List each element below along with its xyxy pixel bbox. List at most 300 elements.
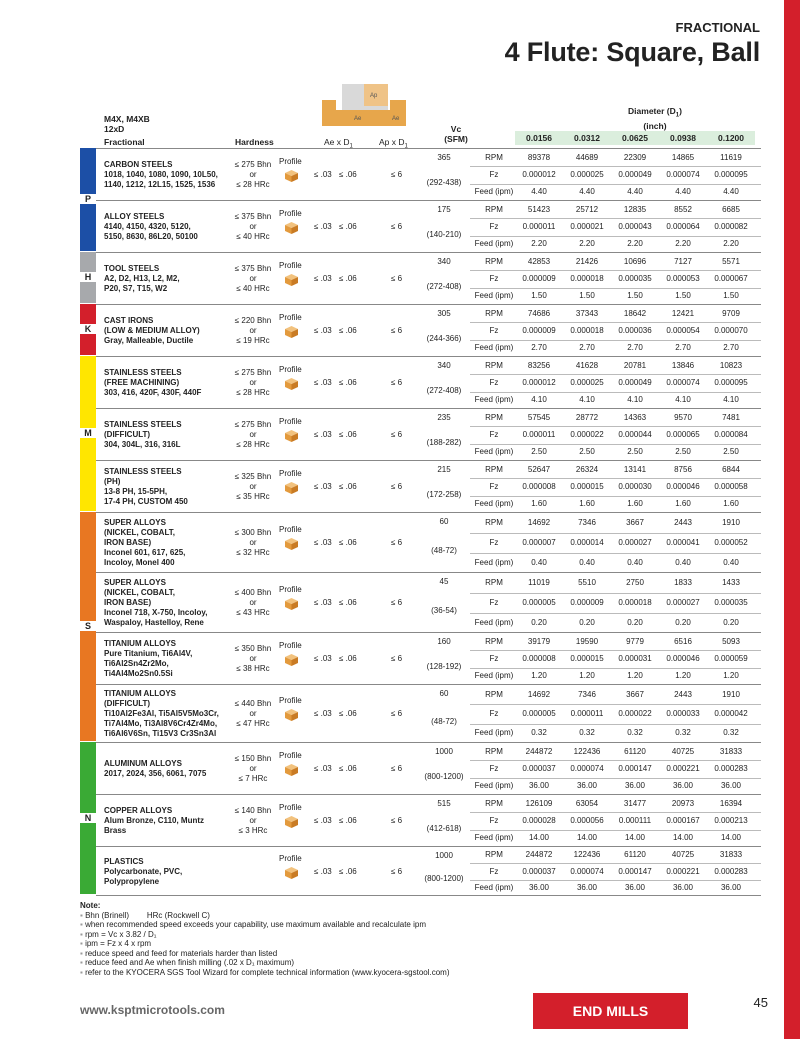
ap-value: ≤ 6 <box>391 482 403 491</box>
ae-value: ≤ .03 <box>314 867 332 876</box>
ae-value: ≤ .03 <box>314 222 332 231</box>
ae-depth-value: ≤ .06 <box>339 538 357 547</box>
fz-value: 0.000053 <box>666 274 700 283</box>
rpm-value: 42853 <box>527 257 551 266</box>
feed-ipm-value: 0.20 <box>531 618 547 627</box>
rpm-value: 5571 <box>722 257 740 266</box>
material-line: 1140, 1212, 12L15, 1525, 1536 <box>104 180 216 189</box>
diameter-header-cell: 0.0938 <box>659 131 707 145</box>
svg-text:Ae: Ae <box>392 116 400 122</box>
website-link[interactable]: www.ksptmicrotools.com <box>80 1003 225 1017</box>
rpm-value: 10696 <box>623 257 647 266</box>
fz-value: 0.000015 <box>570 654 604 663</box>
fz-value: 0.000167 <box>666 816 700 825</box>
ae-depth-value: ≤ .06 <box>339 378 357 387</box>
feed-ipm-value: 4.40 <box>531 187 547 196</box>
note-item <box>80 968 450 978</box>
feed-ipm-label: Feed (ipm) <box>474 187 514 196</box>
hardness-line: ≤ 350 Bhn <box>234 644 272 653</box>
sub-row-divider <box>470 184 761 186</box>
tool-line-1: M4X, M4XB <box>104 114 150 124</box>
vc-header: Vc (SFM) <box>444 124 468 144</box>
hardness-line: ≤ 140 Bhn <box>234 806 272 815</box>
fz-value: 0.000012 <box>522 170 556 179</box>
note-item <box>80 949 450 959</box>
sub-row-divider <box>470 863 761 865</box>
feed-ipm-label: Feed (ipm) <box>474 833 514 842</box>
ae-depth-value: ≤ .06 <box>339 867 357 876</box>
profile-label: Profile <box>279 696 302 705</box>
sub-row-divider <box>470 704 761 706</box>
vc-value: 1000 <box>435 851 453 860</box>
fz-value: 0.000037 <box>522 764 556 773</box>
feed-ipm-value: 0.20 <box>675 618 691 627</box>
fz-value: 0.000111 <box>618 816 652 825</box>
ae-value: ≤ .03 <box>314 816 332 825</box>
rpm-label: RPM <box>485 153 503 162</box>
hardness-line: or <box>249 274 257 283</box>
fz-value: 0.000044 <box>618 430 652 439</box>
feed-ipm-label: Feed (ipm) <box>474 447 514 456</box>
fz-value: 0.000014 <box>570 538 604 547</box>
ae-value: ≤ .03 <box>314 378 332 387</box>
rpm-value: 244872 <box>525 747 553 756</box>
bullet-icon: ▪ <box>80 948 86 958</box>
feed-ipm-value: 36.00 <box>624 781 646 790</box>
hardness-value <box>230 264 276 294</box>
feed-ipm-value: 14.00 <box>528 833 550 842</box>
hardness-line: or <box>249 482 257 491</box>
profile-label: Profile <box>279 641 302 650</box>
material-line: Ti6Al2Sn4Zr2Mo, <box>104 659 169 668</box>
fz-label: Fz <box>489 764 499 773</box>
vc-value: 515 <box>437 799 451 808</box>
ae-depth-value: ≤ .06 <box>339 816 357 825</box>
material-name <box>104 368 201 398</box>
diameter-header: Diameter $(D_1)$ (inch) <box>628 106 682 131</box>
vc-range: (128-192) <box>426 662 462 671</box>
hardness-value <box>230 806 276 836</box>
sub-row-divider <box>470 218 761 220</box>
fz-value: 0.000030 <box>618 482 652 491</box>
fz-value: 0.000084 <box>714 430 748 439</box>
ap-value: ≤ 6 <box>391 598 403 607</box>
rpm-value: 2750 <box>626 578 644 587</box>
feed-ipm-value: 4.10 <box>723 395 739 404</box>
vc-value: 1000 <box>435 747 453 756</box>
fz-value: 0.000009 <box>570 598 604 607</box>
ae-header: Ae x $D_1$ <box>324 137 353 150</box>
feed-ipm-value: 2.50 <box>579 447 595 456</box>
rpm-value: 5093 <box>722 637 740 646</box>
fz-value: 0.000025 <box>570 378 604 387</box>
feed-ipm-value: 2.50 <box>723 447 739 456</box>
rpm-value: 19590 <box>575 637 599 646</box>
material-line: Pure Titanium, Ti6Al4V, <box>104 649 193 658</box>
feed-ipm-value: 2.20 <box>723 239 739 248</box>
material-line: Ti10Al2Fe3Al, Ti5Al5V5Mo3Cr, <box>104 709 219 718</box>
sub-row-divider <box>470 392 761 394</box>
material-name <box>104 467 188 507</box>
fz-label: Fz <box>489 274 499 283</box>
hardness-line: or <box>249 816 257 825</box>
material-row <box>96 632 761 685</box>
profile-cube-icon <box>285 170 298 182</box>
material-group-letter: P <box>80 194 96 204</box>
feed-ipm-value: 4.10 <box>627 395 643 404</box>
rpm-label: RPM <box>485 309 503 318</box>
feed-ipm-value: 14.00 <box>720 833 742 842</box>
material-line: Gray, Malleable, Ductile <box>104 336 194 345</box>
feed-ipm-value: 1.50 <box>675 291 691 300</box>
profile-label: Profile <box>279 209 302 218</box>
material-name <box>104 639 192 679</box>
feed-ipm-value: 2.20 <box>531 239 547 248</box>
material-line: Incoloy, Monel 400 <box>104 558 175 567</box>
feed-ipm-value: 0.32 <box>723 728 739 737</box>
rpm-value: 9709 <box>722 309 740 318</box>
rpm-label: RPM <box>485 850 503 859</box>
ae-value: ≤ .03 <box>314 482 332 491</box>
hardness-line: or <box>249 430 257 439</box>
fz-value: 0.000018 <box>570 326 604 335</box>
feed-ipm-label: Feed (ipm) <box>474 343 514 352</box>
feed-ipm-value: 1.20 <box>579 671 595 680</box>
bullet-icon: ▪ <box>80 967 86 977</box>
material-line: 13-8 PH, 15-5PH, <box>104 487 168 496</box>
material-group-letter: H <box>80 272 96 282</box>
fz-value: 0.000046 <box>666 482 700 491</box>
rpm-value: 52647 <box>527 465 551 474</box>
rpm-value: 122436 <box>573 850 601 859</box>
profile-cube-icon <box>285 709 298 721</box>
rpm-value: 12421 <box>671 309 695 318</box>
rpm-value: 26324 <box>575 465 599 474</box>
vc-value: 340 <box>437 361 451 370</box>
svg-text:Ap: Ap <box>370 93 378 99</box>
hardness-line: ≤ 28 HRc <box>236 388 270 397</box>
rpm-value: 12835 <box>623 205 647 214</box>
sub-row-divider <box>470 593 761 595</box>
vc-range: (48-72) <box>431 717 457 726</box>
rpm-label: RPM <box>485 361 503 370</box>
fz-value: 0.000005 <box>522 598 556 607</box>
feed-ipm-value: 0.40 <box>723 558 739 567</box>
fz-value: 0.000008 <box>522 654 556 663</box>
vc-value: 60 <box>439 689 449 698</box>
fz-value: 0.000011 <box>570 709 604 718</box>
vc-value: 305 <box>437 309 451 318</box>
ap-value: ≤ 6 <box>391 222 403 231</box>
rpm-label: RPM <box>485 690 503 699</box>
fz-value: 0.000070 <box>714 326 748 335</box>
fz-value: 0.000064 <box>666 222 700 231</box>
rpm-value: 44689 <box>575 153 599 162</box>
rpm-value: 40725 <box>671 850 695 859</box>
feed-ipm-value: 36.00 <box>576 883 598 892</box>
rpm-value: 39179 <box>527 637 551 646</box>
profile-label: Profile <box>279 261 302 270</box>
bullet-icon: ▪ <box>80 920 86 929</box>
material-line: Polycarbonate, PVC, <box>104 867 183 876</box>
feed-ipm-value: 2.70 <box>579 343 595 352</box>
hardness-line: ≤ 35 HRc <box>236 492 270 501</box>
feed-ipm-value: 2.20 <box>675 239 691 248</box>
fz-value: 0.000015 <box>570 482 604 491</box>
vc-value: 365 <box>437 153 451 162</box>
material-line: A2, D2, H13, L2, M2, <box>104 274 180 283</box>
rpm-value: 63054 <box>575 799 599 808</box>
profile-cube-icon <box>285 764 298 776</box>
ae-value: ≤ .03 <box>314 326 332 335</box>
fz-value: 0.000031 <box>618 654 652 663</box>
feed-ipm-label: Feed (ipm) <box>474 239 514 248</box>
rpm-value: 14865 <box>671 153 695 162</box>
note-text: rpm = Vc x 3.82 / D₁ <box>85 929 157 939</box>
sub-row-divider <box>470 880 761 882</box>
fz-value: 0.000054 <box>666 326 700 335</box>
fz-label: Fz <box>489 170 499 179</box>
rpm-label: RPM <box>485 747 503 756</box>
fz-label: Fz <box>489 482 499 491</box>
rpm-label: RPM <box>485 799 503 808</box>
material-line: STAINLESS STEELS <box>104 467 182 476</box>
sub-row-divider <box>470 426 761 428</box>
feed-ipm-value: 1.50 <box>723 291 739 300</box>
hardness-line: ≤ 3 HRc <box>238 826 268 835</box>
rpm-value: 51423 <box>527 205 551 214</box>
feed-ipm-value: 2.20 <box>627 239 643 248</box>
sub-row-divider <box>470 668 761 670</box>
feed-ipm-value: 1.50 <box>531 291 547 300</box>
feed-ipm-value: 1.60 <box>627 499 643 508</box>
vc-value: 60 <box>439 517 449 526</box>
feed-ipm-value: 1.20 <box>531 671 547 680</box>
hardness-line: or <box>249 222 257 231</box>
rpm-value: 41628 <box>575 361 599 370</box>
material-name <box>104 857 182 887</box>
hardness-line: or <box>249 654 257 663</box>
fz-value: 0.000008 <box>522 482 556 491</box>
vc-range: (412-618) <box>426 824 462 833</box>
fz-label: Fz <box>489 867 499 876</box>
fz-label: Fz <box>489 222 499 231</box>
ae-depth-value: ≤ .06 <box>339 764 357 773</box>
ae-value: ≤ .03 <box>314 538 332 547</box>
fz-value: 0.000074 <box>570 867 604 876</box>
ap-value: ≤ 6 <box>391 170 403 179</box>
fz-value: 0.000059 <box>714 654 748 663</box>
note-item <box>80 939 450 949</box>
rpm-value: 14692 <box>527 518 551 527</box>
fz-value: 0.000049 <box>618 170 652 179</box>
rpm-value: 31833 <box>719 850 743 859</box>
sub-row-divider <box>470 166 761 168</box>
feed-ipm-value: 36.00 <box>624 883 646 892</box>
rpm-value: 7346 <box>578 690 596 699</box>
rpm-value: 61120 <box>624 850 646 859</box>
fz-value: 0.000095 <box>714 170 748 179</box>
rpm-value: 3667 <box>626 518 644 527</box>
material-row <box>96 684 761 743</box>
fz-value: 0.000009 <box>522 326 556 335</box>
sub-row-divider <box>470 553 761 555</box>
rpm-value: 3667 <box>626 690 644 699</box>
hardness-line: ≤ 28 HRc <box>236 440 270 449</box>
rpm-value: 31833 <box>719 747 743 756</box>
rpm-label: RPM <box>485 257 503 266</box>
fz-value: 0.000049 <box>618 378 652 387</box>
material-line: 303, 416, 420F, 430F, 440F <box>104 388 202 397</box>
hardness-line: ≤ 275 Bhn <box>234 368 272 377</box>
rpm-value: 9570 <box>674 413 692 422</box>
material-line: PLASTICS <box>104 857 144 866</box>
fz-value: 0.000018 <box>618 598 652 607</box>
rpm-value: 2443 <box>674 690 692 699</box>
note-text: refer to the KYOCERA SGS Tool Wizard for complete technical information (www.kyocera-sgstool.com) <box>85 967 450 977</box>
material-line: (PH) <box>104 477 121 486</box>
material-line: (LOW & MEDIUM ALLOY) <box>104 326 200 335</box>
material-line: 304, 304L, 316, 316L <box>104 440 181 449</box>
feed-ipm-label: Feed (ipm) <box>474 618 514 627</box>
hardness-line: or <box>249 170 257 179</box>
feed-ipm-value: 1.50 <box>627 291 643 300</box>
rpm-label: RPM <box>485 205 503 214</box>
ap-value: ≤ 6 <box>391 764 403 773</box>
hardness-value <box>230 588 276 618</box>
material-line: 2017, 2024, 356, 6061, 7075 <box>104 769 207 778</box>
material-name <box>104 264 180 294</box>
material-line: 1018, 1040, 1080, 1090, 10L50, <box>104 170 218 179</box>
vc-value: 45 <box>439 577 449 586</box>
profile-label: Profile <box>279 417 302 426</box>
material-row <box>96 252 761 305</box>
material-name <box>104 806 204 836</box>
ae-depth-value: ≤ .06 <box>339 430 357 439</box>
hardness-line: ≤ 375 Bhn <box>234 264 272 273</box>
material-name <box>104 759 206 779</box>
sub-row-divider <box>470 270 761 272</box>
rpm-value: 13141 <box>623 465 647 474</box>
fz-value: 0.000283 <box>714 867 748 876</box>
note-item <box>80 920 450 930</box>
hardness-header: Hardness <box>235 137 274 147</box>
rpm-value: 122436 <box>573 747 601 756</box>
fz-value: 0.000074 <box>570 764 604 773</box>
feed-ipm-value: 4.10 <box>531 395 547 404</box>
material-line: ALLOY STEELS <box>104 212 165 221</box>
material-line: (FREE MACHINING) <box>104 378 180 387</box>
hardness-value <box>230 528 276 558</box>
feed-ipm-value: 4.40 <box>723 187 739 196</box>
feed-ipm-value: 0.20 <box>723 618 739 627</box>
sub-row-divider <box>470 533 761 535</box>
fz-label: Fz <box>489 709 499 718</box>
fz-value: 0.000009 <box>522 274 556 283</box>
bullet-icon: ▪ <box>80 939 86 948</box>
sub-row-divider <box>470 374 761 376</box>
profile-cube-icon <box>285 538 298 550</box>
material-group-letter: M <box>80 428 96 438</box>
hardness-line: ≤ 19 HRc <box>236 336 270 345</box>
rpm-label: RPM <box>485 637 503 646</box>
sub-row-divider <box>470 444 761 446</box>
material-row <box>96 846 761 896</box>
notes-heading: Note: <box>80 901 101 910</box>
rpm-value: 14363 <box>623 413 647 422</box>
feed-ipm-label: Feed (ipm) <box>474 883 514 892</box>
vc-range: (244-366) <box>426 334 462 343</box>
fz-value: 0.000035 <box>714 598 748 607</box>
fz-value: 0.000011 <box>522 222 556 231</box>
feed-ipm-value: 1.60 <box>723 499 739 508</box>
profile-cube-icon <box>285 654 298 666</box>
material-row <box>96 200 761 253</box>
fz-value: 0.000035 <box>618 274 652 283</box>
ae-value: ≤ .03 <box>314 598 332 607</box>
hardness-value <box>230 472 276 502</box>
rpm-value: 244872 <box>525 850 553 859</box>
feed-ipm-value: 2.50 <box>627 447 643 456</box>
feed-ipm-value: 1.60 <box>675 499 691 508</box>
material-name <box>104 689 219 739</box>
material-line: SUPER ALLOYS <box>104 518 166 527</box>
hardness-line: or <box>249 764 257 773</box>
ae-depth-value: ≤ .06 <box>339 222 357 231</box>
rpm-value: 1833 <box>674 578 692 587</box>
hardness-line: or <box>249 538 257 547</box>
material-row <box>96 304 761 357</box>
fz-value: 0.000046 <box>666 654 700 663</box>
note-item <box>80 911 450 921</box>
vc-range: (36-54) <box>431 606 457 615</box>
feed-ipm-value: 4.10 <box>675 395 691 404</box>
page-title: 4 Flute: Square, Ball <box>504 37 760 67</box>
hardness-line: or <box>249 598 257 607</box>
sub-row-divider <box>470 830 761 832</box>
ap-value: ≤ 6 <box>391 430 403 439</box>
material-line: P20, S7, T15, W2 <box>104 284 168 293</box>
vc-range: (800-1200) <box>424 772 464 781</box>
vc-value: 340 <box>437 257 451 266</box>
material-line: STAINLESS STEELS <box>104 420 182 429</box>
hardness-value <box>230 754 276 784</box>
feed-ipm-label: Feed (ipm) <box>474 558 514 567</box>
ae-depth-value: ≤ .06 <box>339 482 357 491</box>
feed-ipm-value: 1.60 <box>531 499 547 508</box>
sub-row-divider <box>470 812 761 814</box>
ae-value: ≤ .03 <box>314 170 332 179</box>
hardness-value <box>230 644 276 674</box>
rpm-value: 7127 <box>674 257 692 266</box>
material-row <box>96 794 761 847</box>
svg-text:Ae: Ae <box>354 116 362 122</box>
profile-label: Profile <box>279 803 302 812</box>
fz-value: 0.000221 <box>666 764 700 773</box>
fz-value: 0.000007 <box>522 538 556 547</box>
ap-value: ≤ 6 <box>391 326 403 335</box>
rpm-value: 6685 <box>722 205 740 214</box>
tool-line-3: Fractional <box>104 137 145 147</box>
ap-value: ≤ 6 <box>391 816 403 825</box>
ap-value: ≤ 6 <box>391 867 403 876</box>
vc-range: (292-438) <box>426 178 462 187</box>
ap-value: ≤ 6 <box>391 538 403 547</box>
profile-cube-icon <box>285 274 298 286</box>
rpm-value: 7481 <box>722 413 740 422</box>
material-line: Alum Bronze, C110, Muntz <box>104 816 205 825</box>
material-line: 4140, 4150, 4320, 5120, <box>104 222 191 231</box>
